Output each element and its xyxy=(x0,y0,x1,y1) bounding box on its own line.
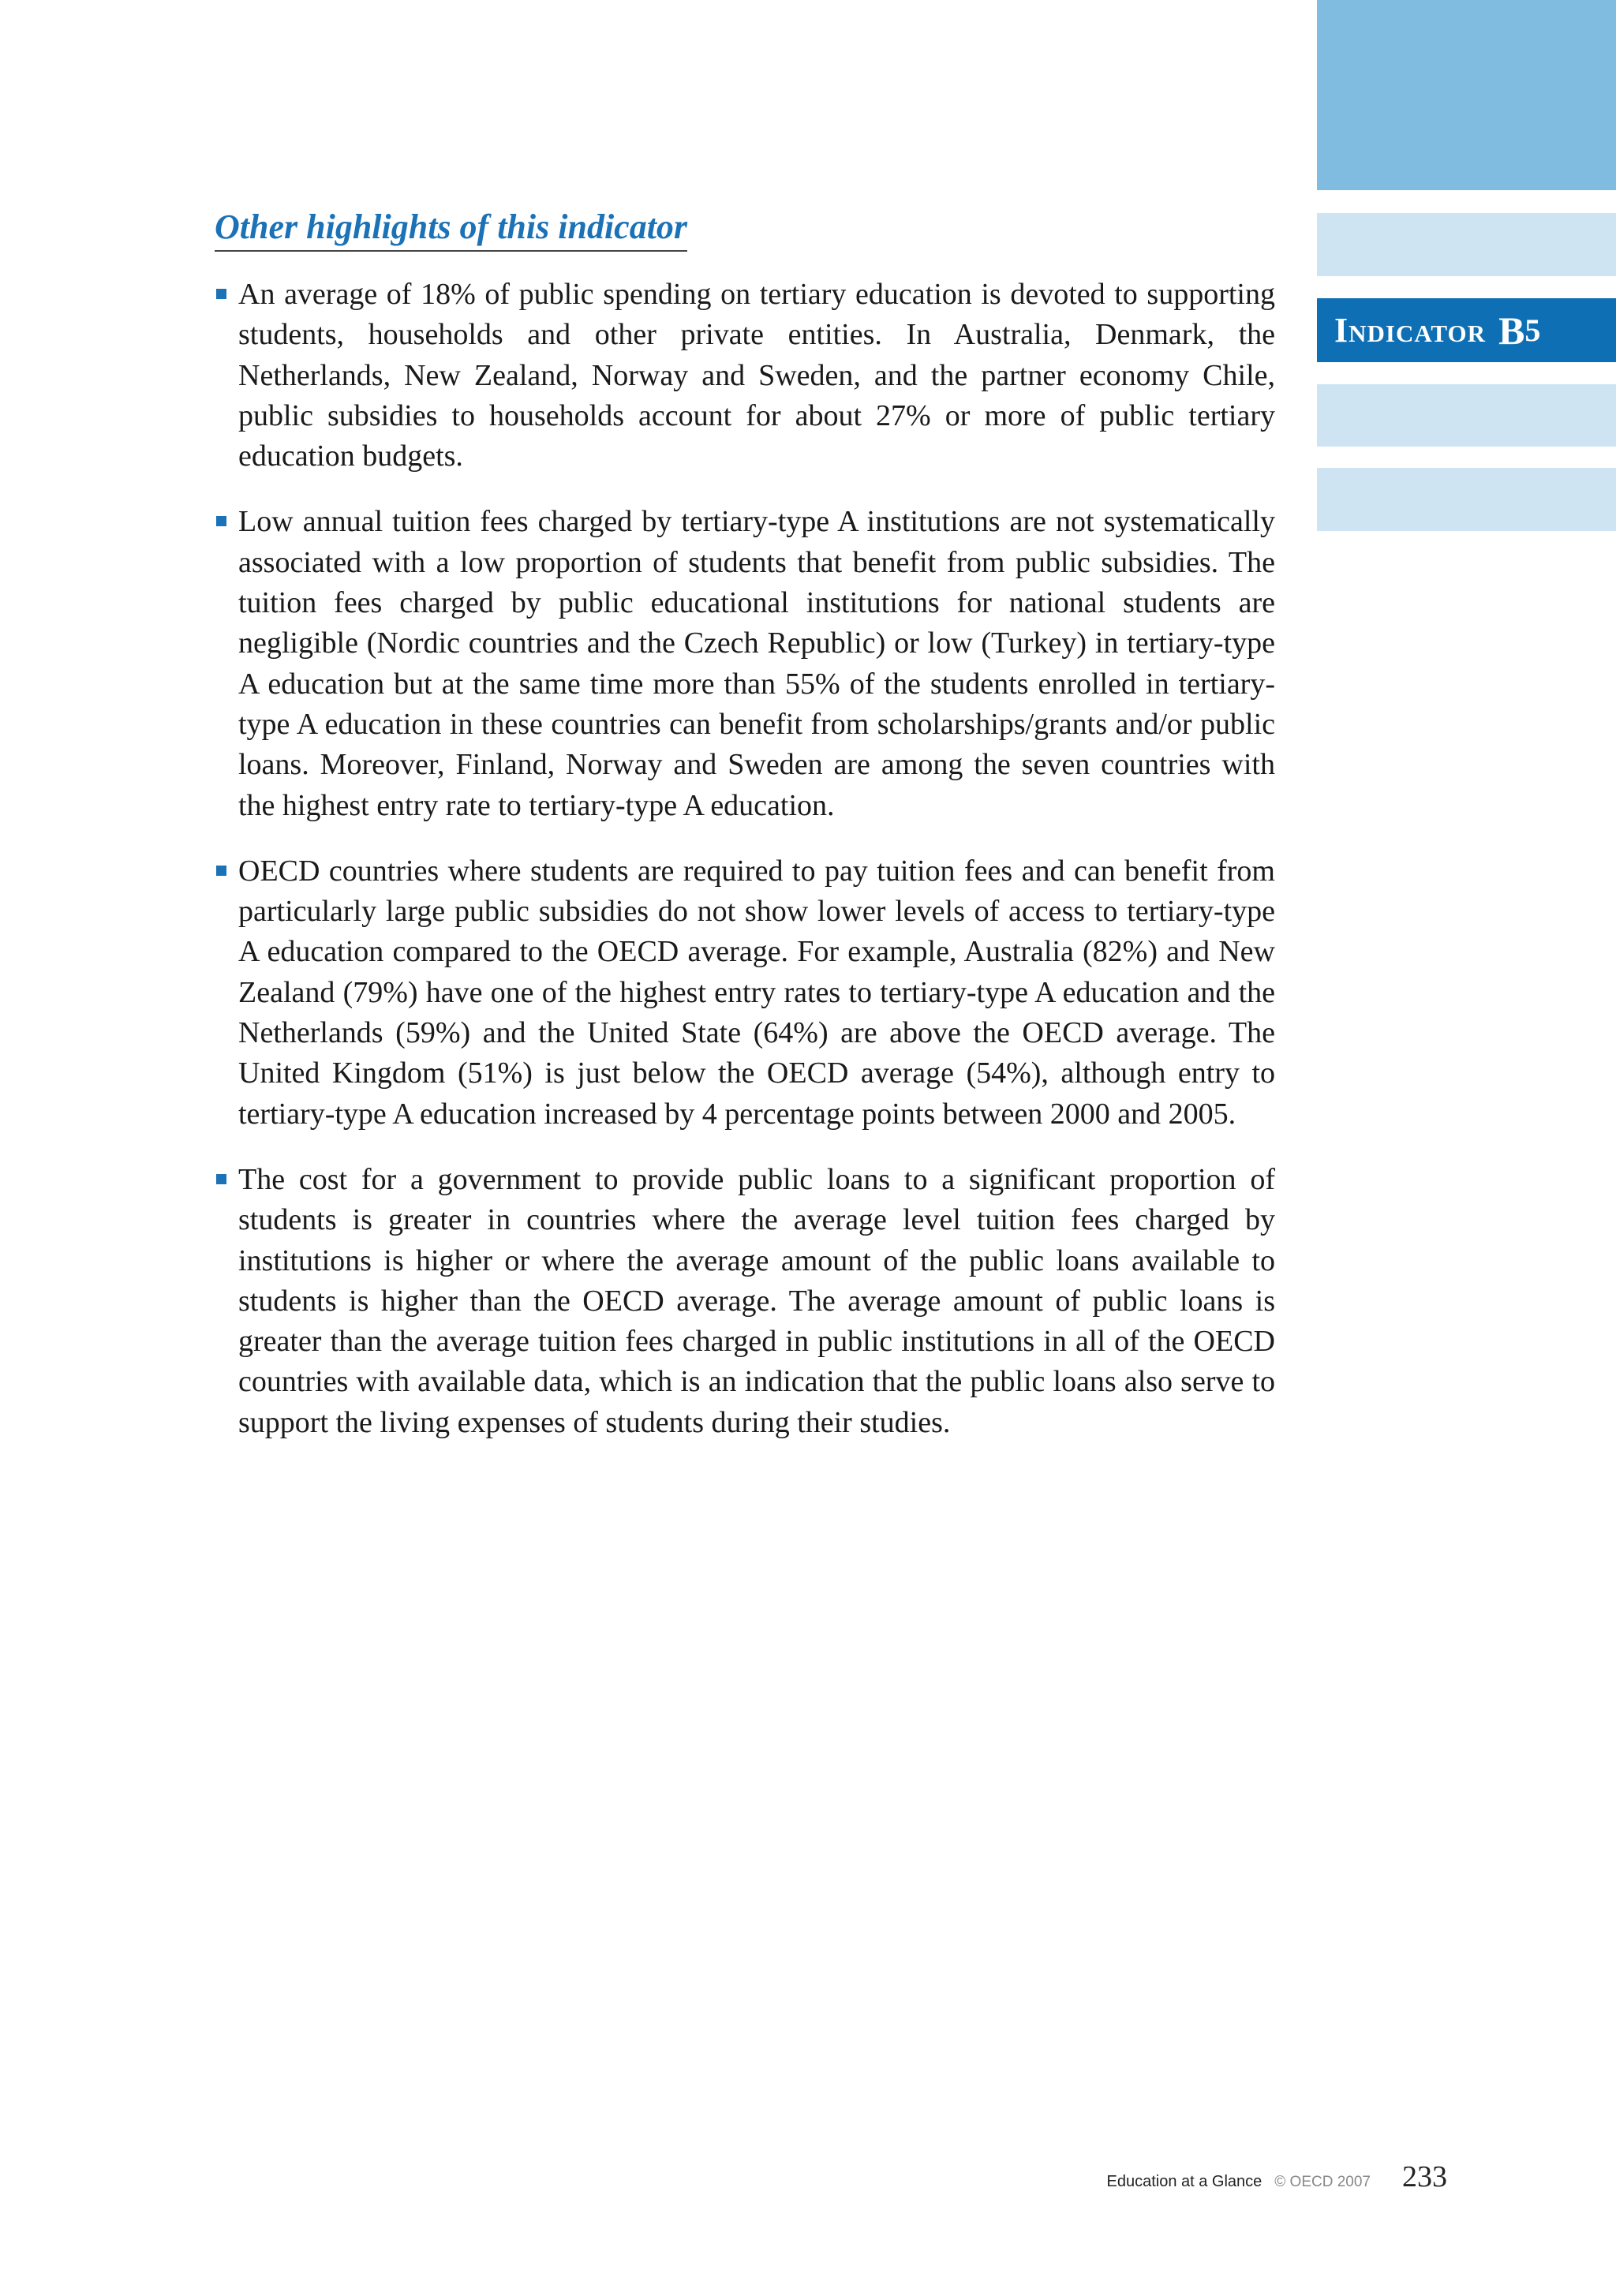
side-tab-1 xyxy=(1317,213,1616,276)
square-bullet-icon xyxy=(216,866,226,876)
indicator-word: Indicator xyxy=(1334,311,1487,350)
square-bullet-icon xyxy=(216,1174,226,1184)
side-tab-3 xyxy=(1317,468,1616,531)
list-item xyxy=(213,275,1275,477)
list-item xyxy=(213,851,1275,1135)
page-number: 233 xyxy=(1402,2160,1447,2193)
bullet-text: An average of 18% of public spending on tertiary education is devoted to supporting students, households and other private entities. In Australia, Denmark, the Netherlands, New Zealand, Norway and Sweden, and the partner economy Chile, public subsidies to households account for about 27% or more of public tertiary education budgets. xyxy=(238,278,1275,473)
indicator-label xyxy=(1317,298,1616,362)
bullet-text: Low annual tuition fees charged by tertiary-type A institutions are not systematically associated with a low proportion of students that benefit from public subsidies. The tuition fees charged by public educational institutions for national students are negligible (Nordic countries and the Czech Republic) or low (Turkey) in tertiary-type A education but at the same time more than 55% of the students enrolled in tertiary-type A education in these countries can benefit from scholarships/grants and/or public loans. Moreover, Finland, Norway and Sweden are among the seven countries with the highest entry rate to tertiary-type A education. xyxy=(238,505,1275,822)
bullet-text: The cost for a government to provide public loans to a significant proportion of students is greater in countries where the average level tuition fees charged by institutions is higher or where the average amount of the public loans available to students is higher than the OECD average. The average amount of public loans is greater than the average tuition fees charged in public institutions in all of the OECD countries with available data, which is an indication that the public loans also serve to support the living expenses of students during their studies. xyxy=(238,1162,1275,1439)
indicator-number: 5 xyxy=(1524,312,1541,348)
list-item xyxy=(213,1160,1275,1443)
side-tab-top xyxy=(1317,0,1616,190)
indicator-letter: B xyxy=(1498,308,1525,353)
list-item xyxy=(213,502,1275,825)
highlights-list xyxy=(213,275,1275,1468)
bullet-text: OECD countries where students are required to pay tuition fees and can benefit from particularly large public subsidies do not show lower levels of access to tertiary-type A education compared to the OECD average. For example, Australia (82%) and New Zealand (79%) have one of the highest entry rates to tertiary-type A education and the Netherlands (59%) and the United State (64%) are above the OECD average. The United Kingdom (51%) is just below the OECD average (54%), although entry to tertiary-type A education increased by 4 percentage points between 2000 and 2005. xyxy=(238,854,1275,1131)
side-tab-2 xyxy=(1317,384,1616,447)
footer-title: Education at a Glance xyxy=(1106,2173,1262,2190)
square-bullet-icon xyxy=(216,289,226,299)
square-bullet-icon xyxy=(216,516,226,526)
section-heading: Other highlights of this indicator xyxy=(215,207,687,252)
page-footer xyxy=(1106,2160,1447,2194)
footer-copyright: © OECD 2007 xyxy=(1274,2174,1371,2190)
